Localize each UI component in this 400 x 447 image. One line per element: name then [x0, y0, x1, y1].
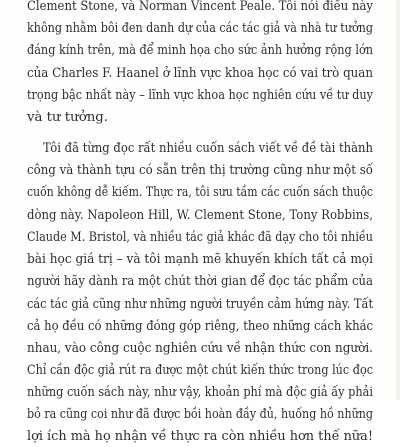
text-line: nhau, vào công cuộc nghiên cứu về nhận thức con người. — [27, 341, 373, 356]
text-line: những cuốn sách này, như vậy, khoản phí mà độc giả ấy phải — [27, 385, 373, 400]
text-line: các tác giả cũng như những người truyền cảm hứng này. Tất — [27, 297, 373, 312]
text-line: Clement Stone, và Norman Vincent Peale. Tôi nói điều này — [27, 0, 373, 14]
text-line: cả họ đều có những đóng góp riêng, theo những cách khác — [27, 319, 373, 334]
text-line: trọng bậc nhất này – lĩnh vực khoa học nghiên cứu về tư duy — [27, 88, 373, 103]
text-line: Tôi đã từng đọc rất nhiều cuốn sách viết về đề tài thành — [43, 141, 373, 156]
text-line: Chỉ cần độc giả rút ra được một chút kiến thức trong lúc đọc — [27, 363, 373, 378]
text-line: đáng kính trên, mà để minh họa cho sức ảnh hưởng rộng lớn — [27, 43, 373, 58]
text-line: cuốn không dễ kiếm. Thực ra, tôi sưu tầm các cuốn sách thuộc — [27, 185, 373, 200]
text-line: Claude M. Bristol, và nhiều tác giả khác đã dạy cho tôi nhiều — [27, 230, 373, 245]
text-line: lợi ích mà họ nhận về thực ra còn nhiều hơn thế nữa! — [27, 429, 373, 444]
text-line: không nhằm bôi đen danh dự của các tác giả và nhà tư tưởng — [27, 21, 373, 36]
text-line: dòng này. Napoleon Hill, W. Clement Stone, Tony Robbins, — [27, 208, 373, 223]
text-line: của Charles F. Haanel ở lĩnh vực khoa học có vai trò quan — [27, 66, 373, 81]
text-line: bỏ ra cũng coi như đã được bồi hoàn đầy đủ, huống hồ những — [27, 407, 373, 422]
page-edge — [396, 0, 400, 400]
text-line: bài học giá trị – và tôi mạnh mẽ khuyến khích tất cả mọi — [27, 252, 373, 267]
text-line: công và thành tựu có sẵn trên thị trường cũng như một số — [27, 163, 373, 178]
text-line: và tư tưởng. — [27, 110, 109, 125]
text-line: người hãy dành ra một chút thời gian để đọc tác phẩm của — [27, 274, 373, 289]
